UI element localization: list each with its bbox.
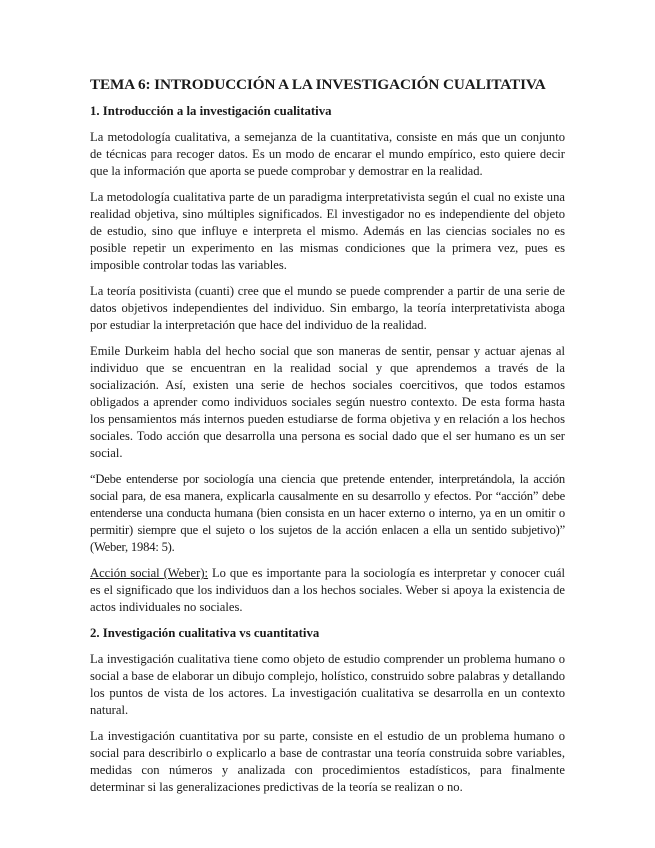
document-page	[90, 75, 565, 805]
paragraph-durkheim: Emile Durkeim habla del hecho social que son maneras de sentir, pensar y actuar ajenas al individuo que se encuentran en la realidad social y que aprendemos a través de la socialización. Así, existen una serie de hechos sociales coercitivos, que todos estamos obligados a aprender como individuos sociales según nuestro contexto. De esta forma hasta los pensamientos más internos pueden estudiarse de forma objetiva y en relación a los hechos sociales. Todo acción que desarrolla una persona es social dado que el ser humano es un ser social.	[90, 344, 565, 460]
section-1-heading: 1. Introducción a la investigación cualitativa	[90, 104, 332, 118]
social-action-label: Acción social (Weber):	[90, 566, 209, 580]
paragraph-quantitative-research: La investigación cuantitativa por su parte, consiste en el estudio de un problema humano o social para describirlo o explicarlo a base de contrastar una teoría construida sobre variables, medidas con números y analizada con procedimientos estadísticos, para finalmente determinar si las generalizaciones predictivas de la teoría se realizan o no.	[90, 729, 565, 794]
paragraph-qualitative-methodology: La metodología cualitativa, a semejanza de la cuantitativa, consiste en más que un conjunto de técnicas para recoger datos. Es un modo de encarar el mundo empírico, esto quiere decir que la información que aporta se puede comprobar y demostrar en la realidad.	[90, 130, 565, 178]
paragraph-positivist-theory: La teoría positivista (cuanti) cree que el mundo se puede comprender a partir de una serie de datos objetivos independientes del individuo. Sin embargo, la teoría interpretativista aboga por estudiar la interpretación que hace del individuo de la realidad.	[90, 284, 565, 332]
social-action-text: Lo que es importante para la sociología es interpretar y conocer cuál es el significado que los individuos dan a los hechos sociales. Weber si apoya la existencia de actos individuales no sociales.	[90, 566, 565, 614]
document-title: TEMA 6: INTRODUCCIÓN A LA INVESTIGACIÓN CUALITATIVA	[90, 76, 546, 93]
paragraph-interpretativist-paradigm: La metodología cualitativa parte de un paradigma interpretativista según el cual no existe una realidad objetiva, sino múltiples significados. El investigador no es independiente del objeto de estudio, sino que influye e interpreta el mismo. Además en las ciencias sociales no es posible repetir un experimento en las mismas condiciones que la primera vez, pues es imposible controlar todas las variables.	[90, 190, 565, 272]
weber-quote: “Debe entenderse por sociología una ciencia que pretende entender, interpretándola, la acción social para, de esa manera, explicarla causalmente en su desarrollo y efectos. Por “acción” debe entenderse una conducta humana (bien consista en un hacer externo o interno, ya en un omitir o permitir) siempre que el sujeto o los sujetos de la acción enlacen a ella un sentido subjetivo)” (Weber, 1984: 5).	[90, 472, 565, 554]
section-2-heading: 2. Investigación cualitativa vs cuantitativa	[90, 626, 320, 640]
paragraph-qualitative-research: La investigación cualitativa tiene como objeto de estudio comprender un problema humano o social a base de elaborar un dibujo complejo, holístico, construido sobre palabras y detallando los puntos de vista de los actores. La investigación cualitativa se desarrolla en un contexto natural.	[90, 652, 565, 717]
paragraph-social-action	[90, 565, 565, 616]
